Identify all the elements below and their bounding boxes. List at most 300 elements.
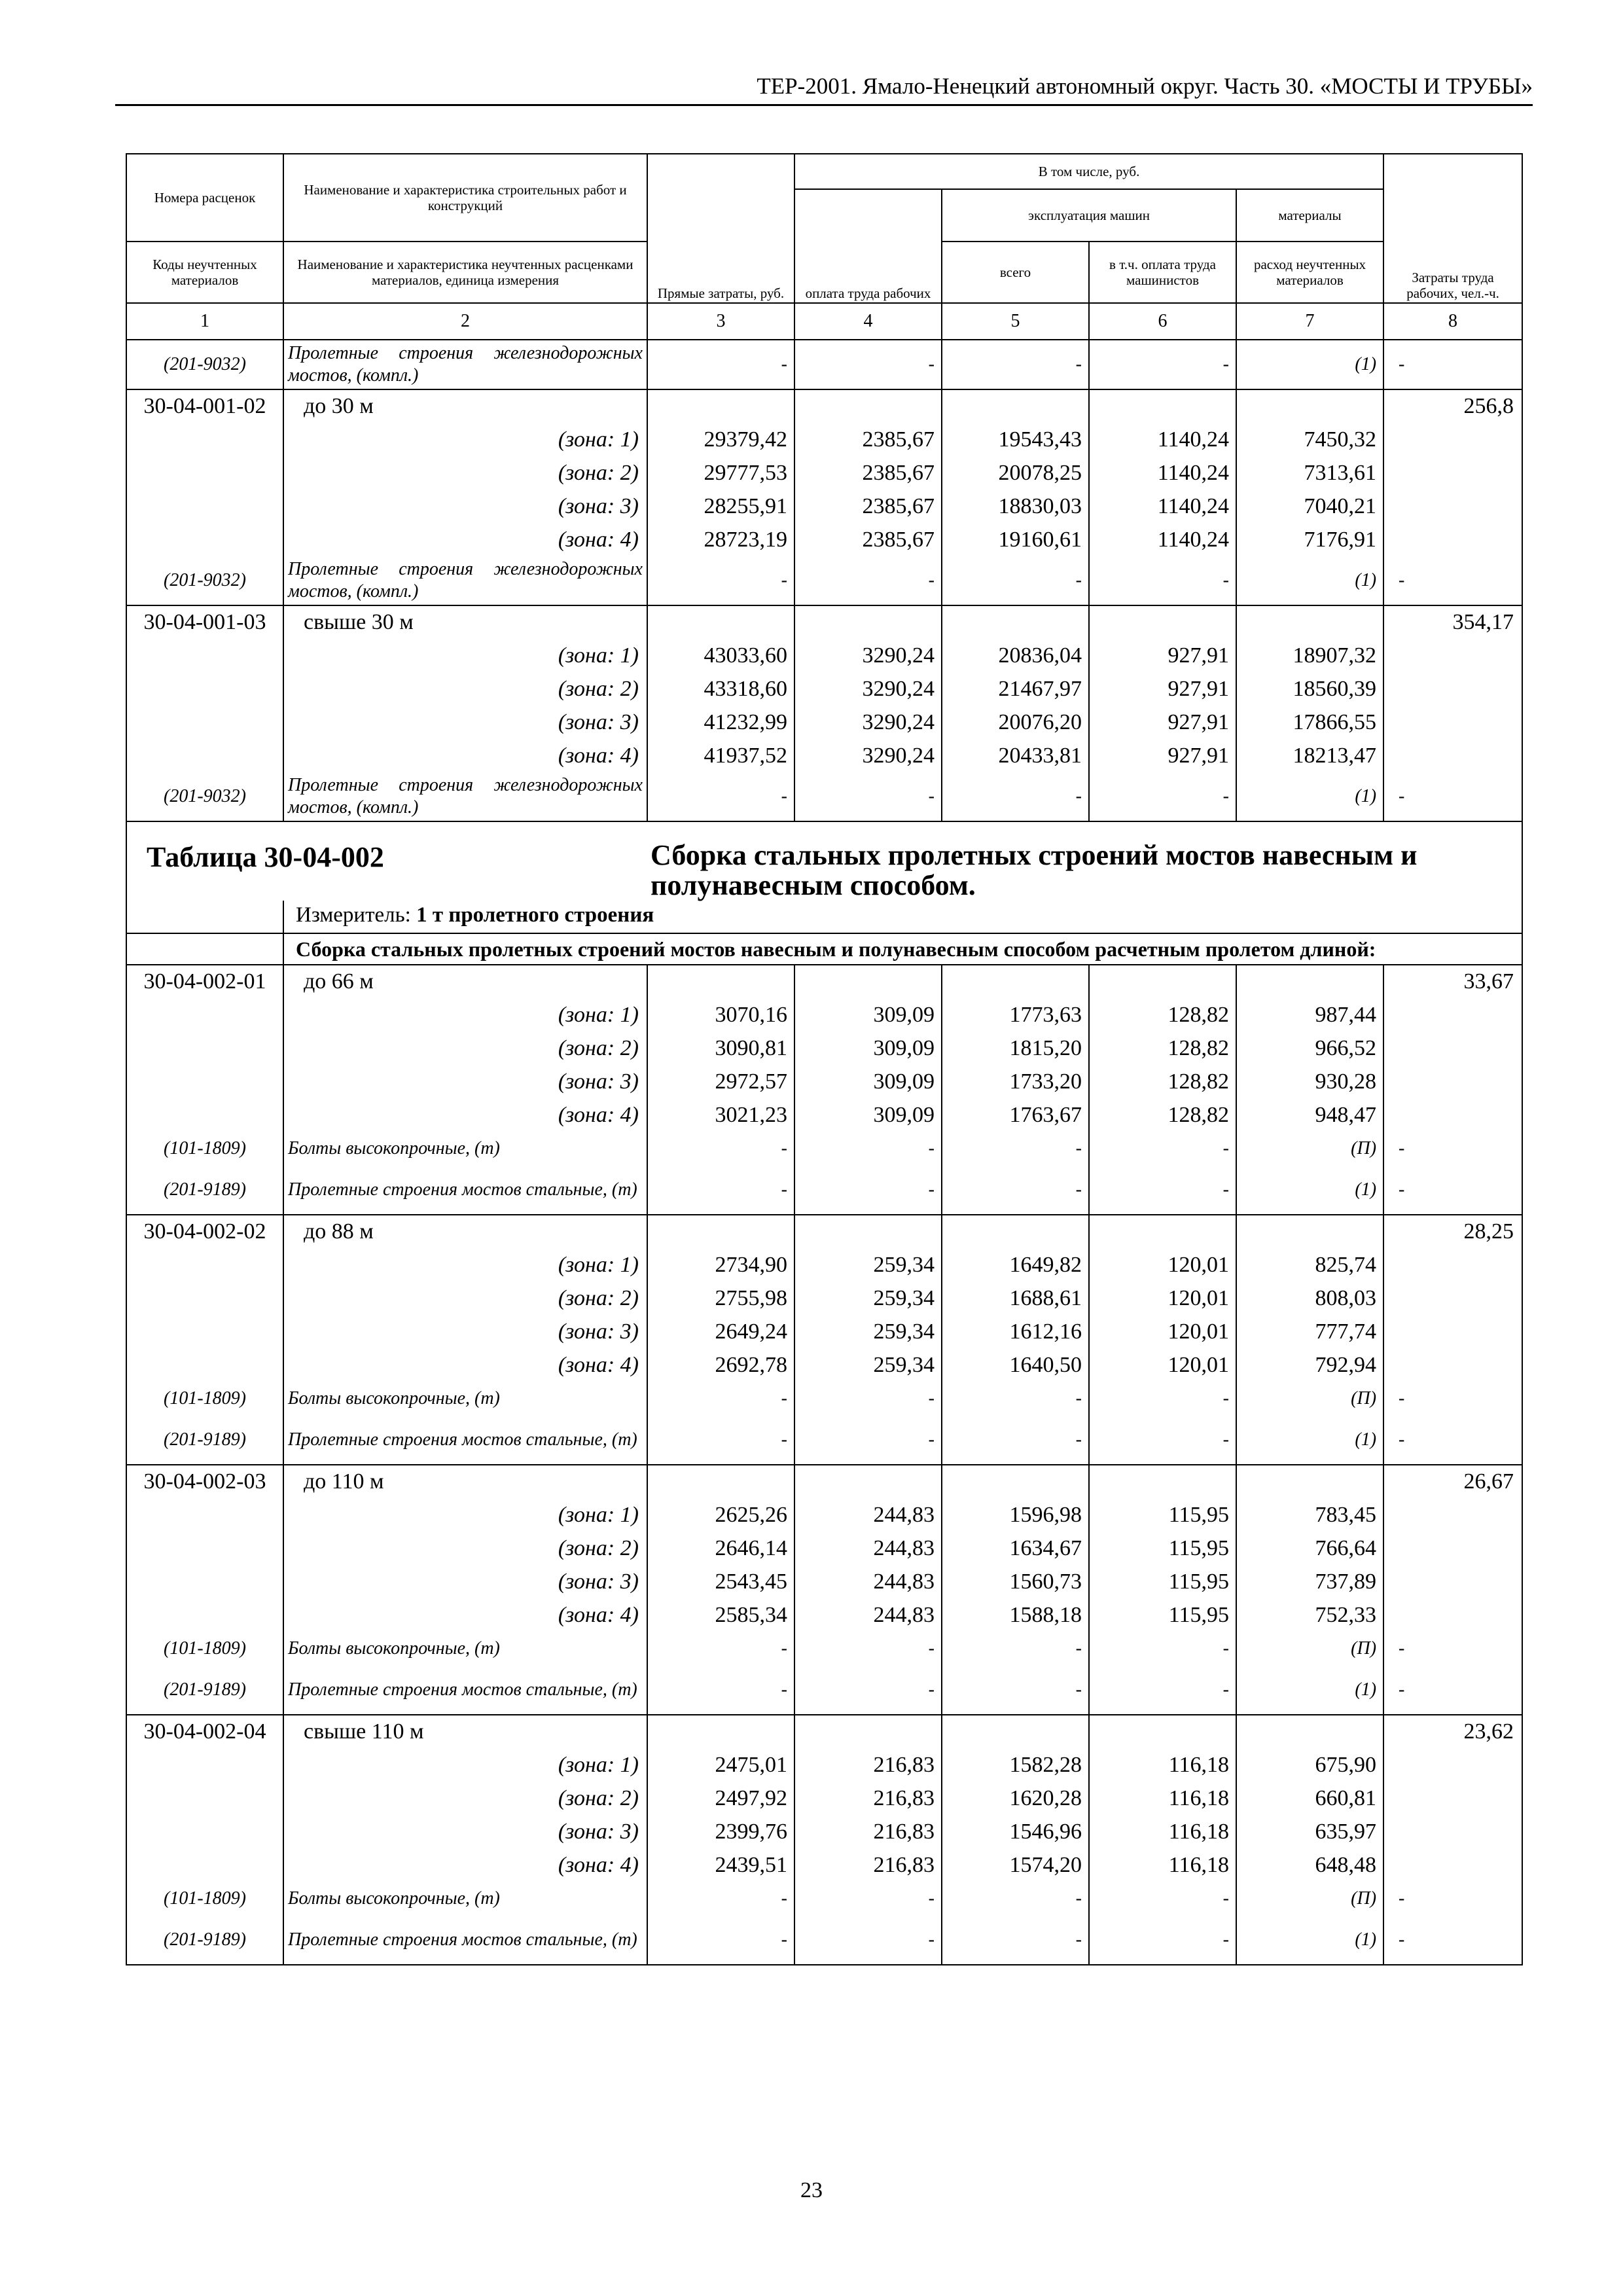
zone-value: 2399,76: [647, 1815, 794, 1848]
material-value: -: [1089, 340, 1236, 389]
zone-label: (зона: 4): [283, 523, 647, 556]
material-value: -: [942, 1166, 1089, 1215]
zone-value: 244,83: [794, 1498, 942, 1532]
zone-label: (зона: 1): [283, 998, 647, 1031]
zone-label: (зона: 1): [283, 1748, 647, 1782]
zone-value: 2439,51: [647, 1848, 794, 1882]
zone-row: [126, 456, 1522, 490]
zone-value: 737,89: [1236, 1565, 1383, 1598]
material-labor: -: [1383, 340, 1522, 389]
empty-cell: [126, 998, 283, 1031]
material-row: [126, 1416, 1522, 1465]
empty-cell: [942, 389, 1089, 423]
zone-value: 216,83: [794, 1815, 942, 1848]
zone-value: 2972,57: [647, 1065, 794, 1098]
zone-value: 783,45: [1236, 1498, 1383, 1532]
zone-row: [126, 1348, 1522, 1382]
material-row: [126, 1882, 1522, 1916]
zone-value: 18560,39: [1236, 672, 1383, 706]
zone-value: 1688,61: [942, 1282, 1089, 1315]
zone-value: 2692,78: [647, 1348, 794, 1382]
zone-value: 116,18: [1089, 1748, 1236, 1782]
empty-cell: [1383, 1248, 1522, 1282]
table-30-04-002-caption: [126, 821, 1522, 965]
material-qty: (1): [1236, 1916, 1383, 1965]
empty-cell: [794, 1215, 942, 1248]
zone-value: 2734,90: [647, 1248, 794, 1282]
material-value: -: [647, 1666, 794, 1715]
material-value: -: [647, 340, 794, 389]
zone-value: 1815,20: [942, 1031, 1089, 1065]
zone-value: 635,97: [1236, 1815, 1383, 1848]
zone-value: 2385,67: [794, 523, 942, 556]
material-labor: -: [1383, 556, 1522, 605]
zone-row: [126, 1065, 1522, 1098]
zone-value: 115,95: [1089, 1498, 1236, 1532]
zone-value: 20433,81: [942, 739, 1089, 772]
material-value: -: [647, 556, 794, 605]
material-name: Пролетные строения мостов стальные, (т): [283, 1166, 647, 1215]
material-name: Пролетные строения мостов стальные, (т): [283, 1666, 647, 1715]
empty-cell: [126, 1782, 283, 1815]
zone-row: [126, 1598, 1522, 1632]
zone-value: 2497,92: [647, 1782, 794, 1815]
running-header: ТЕР-2001. Ямало-Ненецкий автономный округ. Часть 30. «МОСТЫ И ТРУБЫ»: [757, 73, 1533, 99]
material-code: (201-9189): [126, 1916, 283, 1965]
material-value: -: [942, 1666, 1089, 1715]
empty-cell: [1383, 739, 1522, 772]
material-code: (101-1809): [126, 1382, 283, 1416]
zone-value: 20836,04: [942, 639, 1089, 672]
material-name: Пролетные строения железнодорожных мостов, (компл.): [283, 772, 647, 821]
rate-row: [126, 605, 1522, 639]
zone-value: 128,82: [1089, 1098, 1236, 1132]
zone-row: [126, 1248, 1522, 1282]
col2-bottom-header: Наименование и характеристика неучтенных расценками материалов, единица измерения: [283, 242, 647, 303]
zone-row: [126, 1565, 1522, 1598]
zone-row: [126, 490, 1522, 523]
material-row: [126, 1916, 1522, 1965]
material-value: -: [1089, 556, 1236, 605]
zone-value: 7176,91: [1236, 523, 1383, 556]
material-labor: -: [1383, 1916, 1522, 1965]
table-30-04-002-body: [126, 965, 1522, 1965]
material-qty: (1): [1236, 772, 1383, 821]
col3-header: Прямые затраты, руб.: [647, 154, 794, 303]
zone-value: 1640,50: [942, 1348, 1089, 1382]
material-value: -: [647, 1416, 794, 1465]
empty-cell: [126, 1848, 283, 1882]
labor-cost: 28,25: [1383, 1215, 1522, 1248]
material-labor: -: [1383, 1132, 1522, 1166]
material-labor: -: [1383, 772, 1522, 821]
zone-value: 244,83: [794, 1532, 942, 1565]
material-value: -: [794, 1632, 942, 1666]
material-value: -: [647, 1632, 794, 1666]
zone-value: 115,95: [1089, 1565, 1236, 1598]
rate-name: до 66 м: [283, 965, 647, 998]
empty-cell: [1383, 1598, 1522, 1632]
col-number: 6: [1089, 303, 1236, 340]
zone-label: (зона: 2): [283, 1031, 647, 1065]
rate-row: [126, 1215, 1522, 1248]
zone-value: 115,95: [1089, 1532, 1236, 1565]
zone-row: [126, 1815, 1522, 1848]
empty-cell: [1236, 965, 1383, 998]
material-name: Болты высокопрочные, (т): [283, 1382, 647, 1416]
rate-name: свыше 110 м: [283, 1715, 647, 1748]
material-value: -: [647, 1382, 794, 1416]
zone-value: 1588,18: [942, 1598, 1089, 1632]
material-value: -: [942, 1916, 1089, 1965]
zone-value: 1763,67: [942, 1098, 1089, 1132]
zone-row: [126, 672, 1522, 706]
material-row: [126, 1632, 1522, 1666]
material-qty: (1): [1236, 340, 1383, 389]
empty-cell: [126, 1248, 283, 1282]
labor-cost: 354,17: [1383, 605, 1522, 639]
zone-value: 3070,16: [647, 998, 794, 1031]
col-number: 5: [942, 303, 1089, 340]
zone-value: 216,83: [794, 1848, 942, 1882]
table-title: Таблица 30-04-002: [147, 841, 384, 873]
material-value: -: [1089, 1666, 1236, 1715]
material-row: [126, 1666, 1522, 1715]
material-name: Болты высокопрочные, (т): [283, 1882, 647, 1916]
materials-header: материалы: [1236, 189, 1383, 242]
zone-value: 20076,20: [942, 706, 1089, 739]
zone-value: 259,34: [794, 1348, 942, 1382]
zone-value: 792,94: [1236, 1348, 1383, 1382]
zone-value: 17866,55: [1236, 706, 1383, 739]
col5-header: всего: [942, 242, 1089, 303]
zone-value: 244,83: [794, 1565, 942, 1598]
zone-row: [126, 1282, 1522, 1315]
empty-cell: [126, 1031, 283, 1065]
zone-value: 3290,24: [794, 639, 942, 672]
empty-cell: [1383, 706, 1522, 739]
zone-value: 948,47: [1236, 1098, 1383, 1132]
zone-value: 2385,67: [794, 423, 942, 456]
material-value: -: [647, 1132, 794, 1166]
rate-row: [126, 1465, 1522, 1498]
zone-value: 7313,61: [1236, 456, 1383, 490]
material-value: -: [1089, 1416, 1236, 1465]
material-value: -: [1089, 1916, 1236, 1965]
measure-value: 1 т пролетного строения: [416, 903, 654, 927]
zone-label: (зона: 4): [283, 1098, 647, 1132]
empty-cell: [1383, 639, 1522, 672]
empty-cell: [647, 389, 794, 423]
zone-label: (зона: 4): [283, 739, 647, 772]
material-value: -: [942, 340, 1089, 389]
zone-value: 18907,32: [1236, 639, 1383, 672]
empty-cell: [126, 1598, 283, 1632]
zone-value: 3021,23: [647, 1098, 794, 1132]
empty-cell: [1383, 1565, 1522, 1598]
material-code: (101-1809): [126, 1882, 283, 1916]
empty-cell: [794, 389, 942, 423]
zone-value: 1582,28: [942, 1748, 1089, 1782]
zone-value: 1560,73: [942, 1565, 1089, 1598]
zone-value: 43033,60: [647, 639, 794, 672]
col1-bottom-header: Коды неучтенных материалов: [126, 242, 283, 303]
material-qty: (П): [1236, 1882, 1383, 1916]
zone-value: 19543,43: [942, 423, 1089, 456]
zone-value: 927,91: [1089, 706, 1236, 739]
empty-cell: [794, 605, 942, 639]
empty-cell: [647, 1215, 794, 1248]
empty-cell: [942, 605, 1089, 639]
zone-row: [126, 523, 1522, 556]
empty-cell: [1236, 605, 1383, 639]
material-labor: -: [1383, 1416, 1522, 1465]
zone-value: 1634,67: [942, 1532, 1089, 1565]
material-value: -: [647, 1916, 794, 1965]
rate-code: 30-04-001-02: [126, 389, 283, 423]
zone-label: (зона: 3): [283, 706, 647, 739]
rate-name: до 110 м: [283, 1465, 647, 1498]
col2-top-header: Наименование и характеристика строительных работ и конструкций: [283, 154, 647, 242]
col7-header: расход неучтенных материалов: [1236, 242, 1383, 303]
material-value: -: [647, 772, 794, 821]
material-code: (201-9032): [126, 556, 283, 605]
material-row: [126, 1382, 1522, 1416]
zone-label: (зона: 3): [283, 1315, 647, 1348]
empty-cell: [1383, 1065, 1522, 1098]
material-value: -: [794, 1882, 942, 1916]
zone-label: (зона: 4): [283, 1598, 647, 1632]
zone-value: 116,18: [1089, 1815, 1236, 1848]
zone-label: (зона: 3): [283, 1565, 647, 1598]
zone-value: 120,01: [1089, 1248, 1236, 1282]
zone-value: 128,82: [1089, 1065, 1236, 1098]
zone-label: (зона: 2): [283, 1282, 647, 1315]
zone-value: 2543,45: [647, 1565, 794, 1598]
material-name: Пролетные строения мостов стальные, (т): [283, 1416, 647, 1465]
zone-value: 2625,26: [647, 1498, 794, 1532]
empty-cell: [1383, 1782, 1522, 1815]
table-heading: Сборка стальных пролетных строений мостов навесным и полунавесным способом.: [651, 839, 1418, 901]
empty-cell: [126, 1348, 283, 1382]
zone-value: 116,18: [1089, 1848, 1236, 1882]
material-row: [126, 772, 1522, 821]
material-value: -: [794, 1166, 942, 1215]
material-value: -: [942, 1132, 1089, 1166]
empty-cell: [1383, 423, 1522, 456]
header-rule: [115, 104, 1533, 106]
material-value: -: [794, 556, 942, 605]
zone-row: [126, 423, 1522, 456]
rates-table: [126, 153, 1523, 1965]
empty-cell: [647, 1715, 794, 1748]
zone-value: 825,74: [1236, 1248, 1383, 1282]
zone-value: 120,01: [1089, 1282, 1236, 1315]
col-number: 3: [647, 303, 794, 340]
material-qty: (1): [1236, 1666, 1383, 1715]
zone-row: [126, 706, 1522, 739]
rate-row: [126, 389, 1522, 423]
empty-cell: [126, 1098, 283, 1132]
empty-cell: [942, 1465, 1089, 1498]
zone-value: 7040,21: [1236, 490, 1383, 523]
material-qty: (1): [1236, 1166, 1383, 1215]
material-name: Пролетные строения мостов стальные, (т): [283, 1916, 647, 1965]
empty-cell: [126, 639, 283, 672]
zone-value: 41937,52: [647, 739, 794, 772]
material-name: Пролетные строения железнодорожных мостов, (компл.): [283, 340, 647, 389]
rate-code: 30-04-002-01: [126, 965, 283, 998]
empty-cell: [126, 1748, 283, 1782]
zone-value: 2475,01: [647, 1748, 794, 1782]
material-code: (201-9032): [126, 772, 283, 821]
empty-cell: [1236, 1715, 1383, 1748]
zone-value: 2585,34: [647, 1598, 794, 1632]
rate-name: до 88 м: [283, 1215, 647, 1248]
material-code: (201-9189): [126, 1666, 283, 1715]
zone-value: 2385,67: [794, 490, 942, 523]
material-value: -: [1089, 1882, 1236, 1916]
zone-value: 29777,53: [647, 456, 794, 490]
zone-value: 1140,24: [1089, 523, 1236, 556]
empty-cell: [1383, 523, 1522, 556]
zone-row: [126, 1031, 1522, 1065]
empty-cell: [1383, 1848, 1522, 1882]
measure-label: Измеритель:: [296, 903, 411, 927]
zone-row: [126, 1532, 1522, 1565]
zone-value: 987,44: [1236, 998, 1383, 1031]
zone-value: 259,34: [794, 1315, 942, 1348]
zone-row: [126, 1848, 1522, 1882]
zone-value: 927,91: [1089, 672, 1236, 706]
material-qty: (П): [1236, 1382, 1383, 1416]
zone-value: 128,82: [1089, 1031, 1236, 1065]
empty-cell: [1236, 1465, 1383, 1498]
empty-cell: [794, 1715, 942, 1748]
material-labor: -: [1383, 1632, 1522, 1666]
zone-label: (зона: 2): [283, 1782, 647, 1815]
zone-value: 41232,99: [647, 706, 794, 739]
zone-value: 808,03: [1236, 1282, 1383, 1315]
material-value: -: [942, 772, 1089, 821]
empty-cell: [942, 1715, 1089, 1748]
material-row: [126, 340, 1522, 389]
rate-code: 30-04-002-03: [126, 1465, 283, 1498]
zone-value: 2755,98: [647, 1282, 794, 1315]
zone-row: [126, 1498, 1522, 1532]
material-value: -: [794, 1132, 942, 1166]
zone-value: 1620,28: [942, 1782, 1089, 1815]
zone-value: 116,18: [1089, 1782, 1236, 1815]
empty-cell: [126, 523, 283, 556]
zone-row: [126, 1748, 1522, 1782]
col-number: 4: [794, 303, 942, 340]
empty-cell: [126, 739, 283, 772]
material-row: [126, 1166, 1522, 1215]
material-name: Болты высокопрочные, (т): [283, 1632, 647, 1666]
empty-cell: [126, 672, 283, 706]
material-code: (101-1809): [126, 1132, 283, 1166]
zone-value: 216,83: [794, 1782, 942, 1815]
material-value: -: [1089, 1166, 1236, 1215]
material-value: -: [942, 1632, 1089, 1666]
zone-value: 2646,14: [647, 1532, 794, 1565]
zone-label: (зона: 2): [283, 672, 647, 706]
zone-value: 120,01: [1089, 1348, 1236, 1382]
zone-value: 660,81: [1236, 1782, 1383, 1815]
rate-name: свыше 30 м: [283, 605, 647, 639]
col4-header: оплата труда рабочих: [794, 189, 942, 303]
empty-cell: [1383, 1498, 1522, 1532]
rate-row: [126, 1715, 1522, 1748]
zone-row: [126, 1098, 1522, 1132]
zone-label: (зона: 1): [283, 423, 647, 456]
page-number: 23: [800, 2178, 823, 2202]
material-code: (101-1809): [126, 1632, 283, 1666]
zone-label: (зона: 2): [283, 1532, 647, 1565]
empty-cell: [1089, 389, 1236, 423]
zone-value: 18830,03: [942, 490, 1089, 523]
material-value: -: [1089, 1632, 1236, 1666]
material-value: -: [794, 1416, 942, 1465]
zone-label: (зона: 1): [283, 1248, 647, 1282]
zone-label: (зона: 3): [283, 1815, 647, 1848]
zone-value: 21467,97: [942, 672, 1089, 706]
empty-cell: [126, 1282, 283, 1315]
labor-cost: 23,62: [1383, 1715, 1522, 1748]
zone-value: 1773,63: [942, 998, 1089, 1031]
empty-cell: [647, 1465, 794, 1498]
material-qty: (П): [1236, 1632, 1383, 1666]
empty-cell: [1383, 1031, 1522, 1065]
zone-value: 1596,98: [942, 1498, 1089, 1532]
zone-value: 29379,42: [647, 423, 794, 456]
empty-cell: [1383, 672, 1522, 706]
zone-value: 1140,24: [1089, 456, 1236, 490]
zone-value: 28723,19: [647, 523, 794, 556]
zone-value: 966,52: [1236, 1031, 1383, 1065]
zone-label: (зона: 1): [283, 1498, 647, 1532]
zone-row: [126, 739, 1522, 772]
zone-value: 3290,24: [794, 706, 942, 739]
zone-label: (зона: 3): [283, 1065, 647, 1098]
zone-value: 28255,91: [647, 490, 794, 523]
empty-cell: [794, 1465, 942, 1498]
empty-cell: [1383, 1748, 1522, 1782]
empty-cell: [1383, 456, 1522, 490]
col-number: 8: [1383, 303, 1522, 340]
empty-cell: [126, 490, 283, 523]
empty-cell: [942, 1215, 1089, 1248]
zone-value: 120,01: [1089, 1315, 1236, 1348]
rate-code: 30-04-001-03: [126, 605, 283, 639]
material-value: -: [794, 1916, 942, 1965]
zone-value: 19160,61: [942, 523, 1089, 556]
material-code: (201-9032): [126, 340, 283, 389]
col1-top-header: Номера расценок: [126, 154, 283, 242]
zone-value: 128,82: [1089, 998, 1236, 1031]
material-value: -: [942, 1382, 1089, 1416]
zone-value: 927,91: [1089, 739, 1236, 772]
labor-cost: 256,8: [1383, 389, 1522, 423]
material-value: -: [647, 1882, 794, 1916]
zone-value: 309,09: [794, 1065, 942, 1098]
empty-cell: [1383, 1815, 1522, 1848]
zone-value: 3090,81: [647, 1031, 794, 1065]
material-value: -: [1089, 772, 1236, 821]
material-value: -: [1089, 1382, 1236, 1416]
machines-header: эксплуатация машин: [942, 189, 1236, 242]
